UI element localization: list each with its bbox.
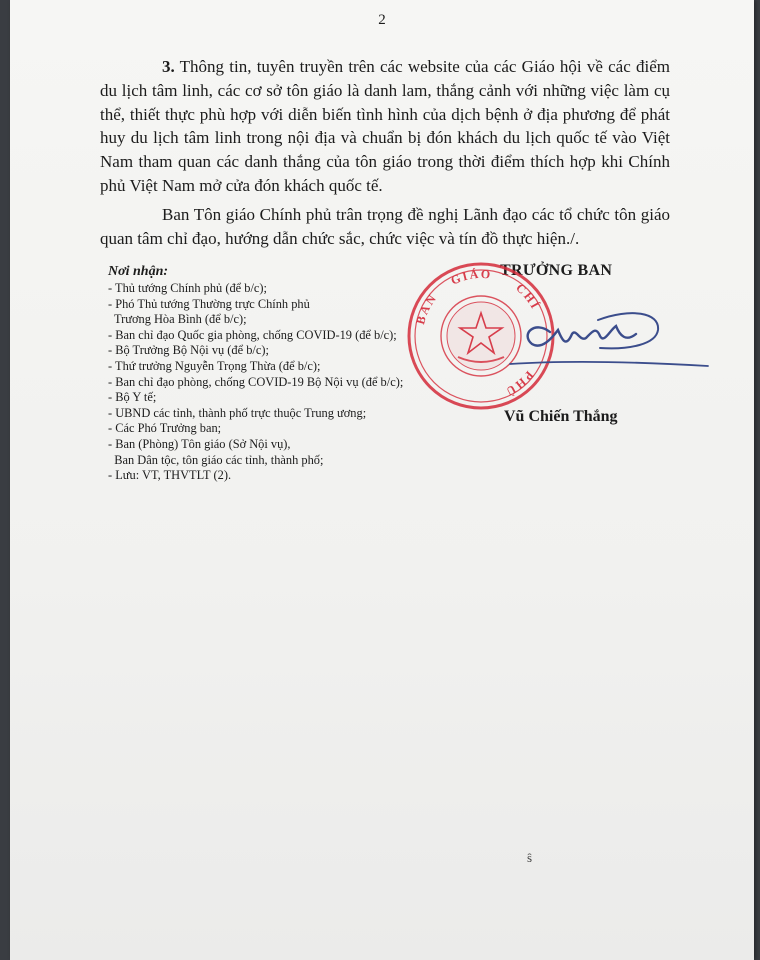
page-number: 2 <box>378 12 386 28</box>
recipients-block <box>108 263 438 484</box>
recipient-item: - Bộ Y tế; <box>108 390 157 405</box>
recipient-item: - UBND các tỉnh, thành phố trực thuộc Trung ương; <box>108 405 367 420</box>
seal-text-bottom: PHỦ <box>502 368 537 400</box>
recipient-item: - Thứ trưởng Nguyễn Trọng Thừa (để b/c); <box>108 358 321 373</box>
recipient-item: - Ban chỉ đạo phòng, chống COVID-19 Bộ Nội vụ (để b/c); <box>108 374 404 389</box>
seal-text-right: CHÍ <box>513 280 544 313</box>
document-page <box>10 0 754 960</box>
recipient-item: - Ban chỉ đạo Quốc gia phòng, chống COVID-19 (để b/c); <box>108 327 397 342</box>
signer-title: TRƯỞNG BAN <box>500 262 613 279</box>
seal-text-left: BAN <box>413 290 440 326</box>
recipient-item: - Lưu: VT, THVTLT (2). <box>108 468 232 483</box>
recipient-item: - Bộ Trưởng Bộ Nội vụ (để b/c); <box>108 343 269 358</box>
seal-text-top: GIÁO <box>448 266 493 288</box>
recipient-item: Ban Dân tộc, tôn giáo các tỉnh, thành phố; <box>108 452 324 467</box>
svg-text:BAN <box>413 291 440 326</box>
closing-paragraph: Ban Tôn giáo Chính phủ trân trọng đề nghị Lãnh đạo các tổ chức tôn giáo quan tâm chỉ đạo, hướng dẫn chức sắc, chức việc và tín đồ thực hiện./. <box>100 205 670 248</box>
recipient-item: - Ban (Phòng) Tôn giáo (Sở Nội vụ), <box>108 436 291 451</box>
recipient-item: - Các Phó Trưởng ban; <box>108 421 222 436</box>
recipient-item: - Phó Thủ tướng Thường trực Chính phủ <box>108 296 310 311</box>
recipients-list <box>108 281 438 484</box>
recipient-item: - Thủ tướng Chính phủ (để b/c); <box>108 281 267 295</box>
recipients-heading: Nơi nhận: <box>108 264 169 279</box>
paragraph-3-text: Thông tin, tuyên truyền trên các website của các Giáo hội về các điểm du lịch tâm linh, các cơ sở tôn giáo là danh lam, thắng cảnh với những việc làm cụ thể, thiết thực phù hợp với diễn biến tình hình của dịch bệnh ở địa phương để phát huy du lịch tâm linh trong nội địa và chuẩn bị đón khách du lịch quốc tế vào Việt Nam tham quan các danh thắng của tôn giáo trong thời điểm thích hợp khi Chính phủ Việt Nam mở cửa đón khách quốc tế. <box>100 57 670 195</box>
recipient-item: Trương Hòa Bình (để b/c); <box>108 312 247 327</box>
signer-name: Vũ Chiến Thắng <box>504 408 618 425</box>
paragraph-3 <box>100 55 670 198</box>
paragraph-number: 3. <box>162 57 175 76</box>
handwritten-signature <box>480 290 740 380</box>
stray-pen-mark: ŝ <box>527 850 533 865</box>
